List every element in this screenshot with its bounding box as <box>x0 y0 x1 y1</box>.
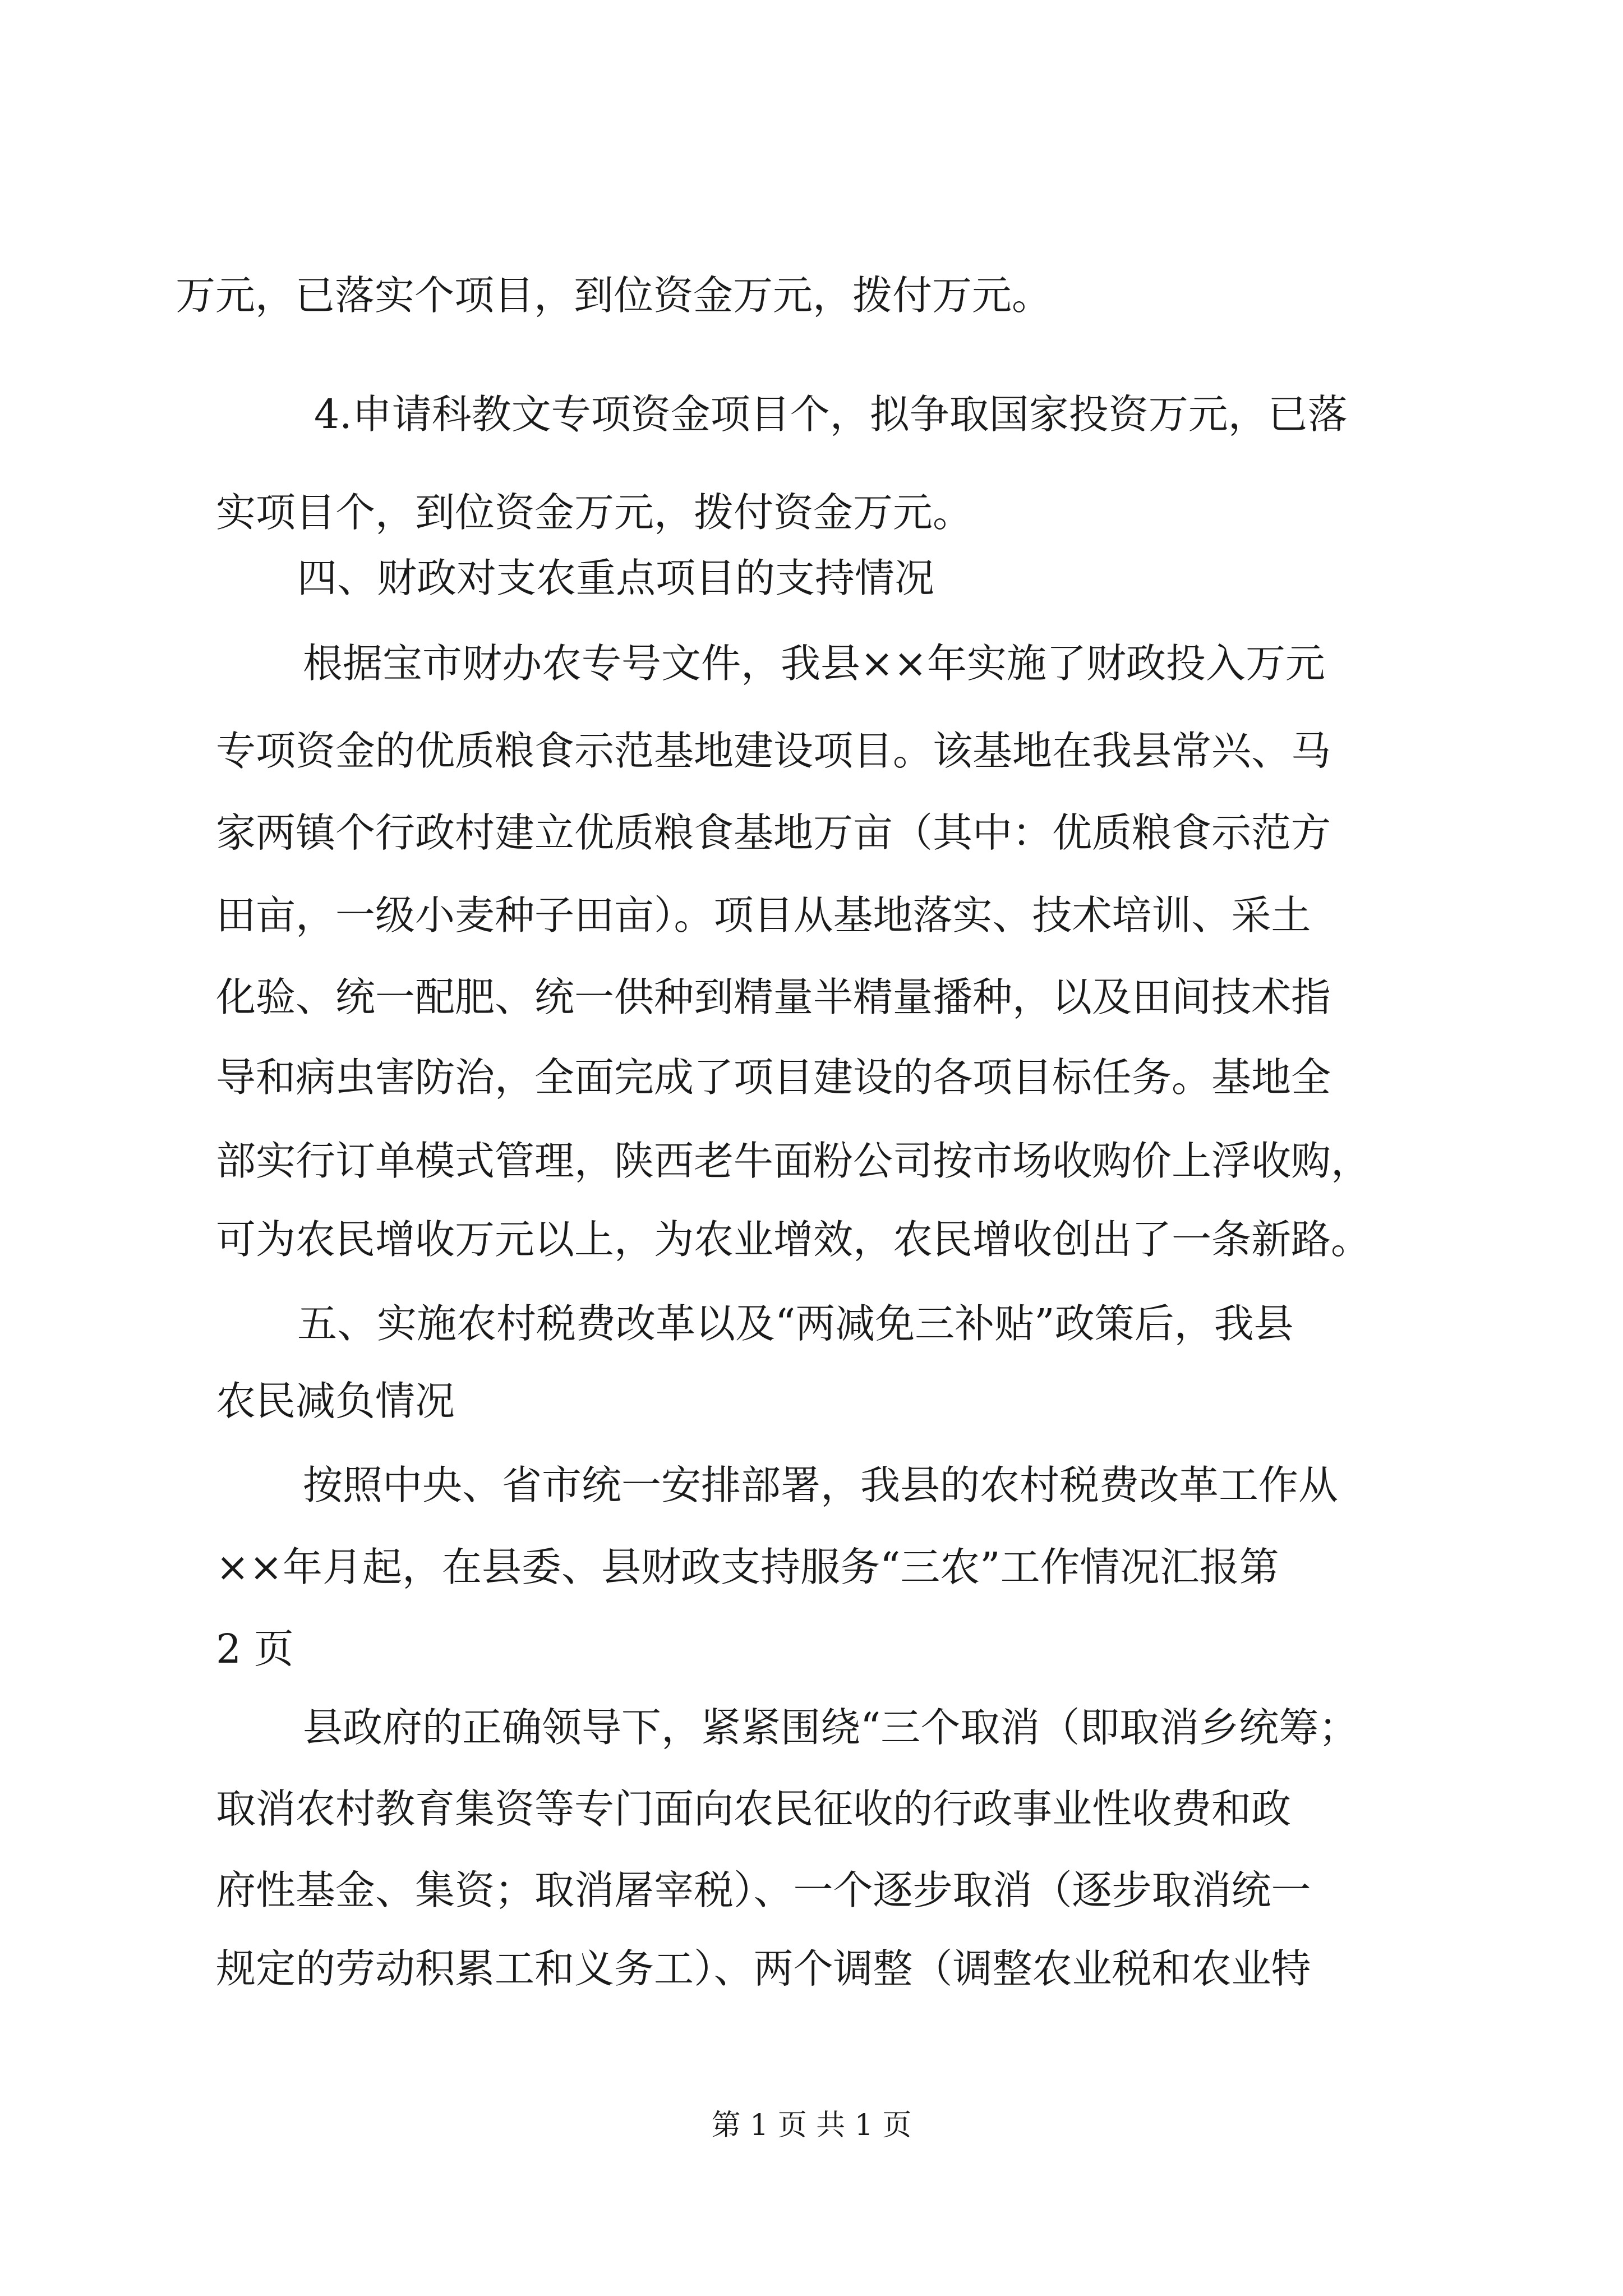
text-line-10: 导和病虫害防治，全面完成了项目建设的各项目标任务。基地全 <box>216 1054 1331 1101</box>
text-line-19: 取消农村教育集资等专门面向农民征收的行政事业性收费和政 <box>216 1786 1292 1832</box>
text-line-7: 家两镇个行政村建立优质粮食基地万亩（其中：优质粮食示范方 <box>216 809 1331 856</box>
text-line-15: 按照中央、省市统一安排部署，我县的农村税费改革工作从 <box>303 1462 1339 1508</box>
section-heading-4: 四、财政对支农重点项目的支持情况 <box>297 555 935 601</box>
text-line-21: 规定的劳动积累工和义务工）、两个调整（调整农业税和农业特 <box>216 1945 1311 1992</box>
text-line-6: 专项资金的优质粮食示范基地建设项目。该基地在我县常兴、马 <box>216 728 1331 774</box>
text-line-8: 田亩，一级小麦种子田亩）。项目从基地落实、技术培训、采土 <box>216 892 1311 938</box>
text-line-9: 化验、统一配肥、统一供种到精量半精量播种，以及田间技术指 <box>216 974 1331 1020</box>
text-line-18: 县政府的正确领导下，紧紧围绕“三个取消（即取消乡统筹； <box>303 1704 1359 1751</box>
text-line-1: 万元，已落实个项目，到位资金万元，拨付万元。 <box>176 272 1052 319</box>
text-line-3: 实项目个，到位资金万元，拨付资金万元。 <box>216 489 973 536</box>
section-heading-13: 五、实施农村税费改革以及“两减免三补贴”政策后，我县 <box>297 1300 1294 1347</box>
text-line-20: 府性基金、集资；取消屠宰税）、一个逐步取消（逐步取消统一 <box>216 1867 1311 1913</box>
text-line-16: ××年月起，在县委、县财政支持服务“三农”工作情况汇报第 <box>216 1544 1279 1590</box>
text-line-12: 可为农民增收万元以上，为农业增效，农民增收创出了一条新路。 <box>216 1216 1371 1263</box>
page-footer: 第 1 页 共 1 页 <box>711 2109 912 2142</box>
text-line-17: 2 页 <box>216 1626 294 1672</box>
section-heading-14: 农民减负情况 <box>216 1378 455 1424</box>
text-line-11: 部实行订单模式管理，陕西老牛面粉公司按市场收购价上浮收购， <box>216 1138 1371 1184</box>
text-line-5: 根据宝市财办农专号文件，我县××年实施了财政投入万元 <box>303 640 1325 687</box>
text-line-2: 4.申请科教文专项资金项目个，拟争取国家投资万元，已落 <box>314 391 1348 438</box>
